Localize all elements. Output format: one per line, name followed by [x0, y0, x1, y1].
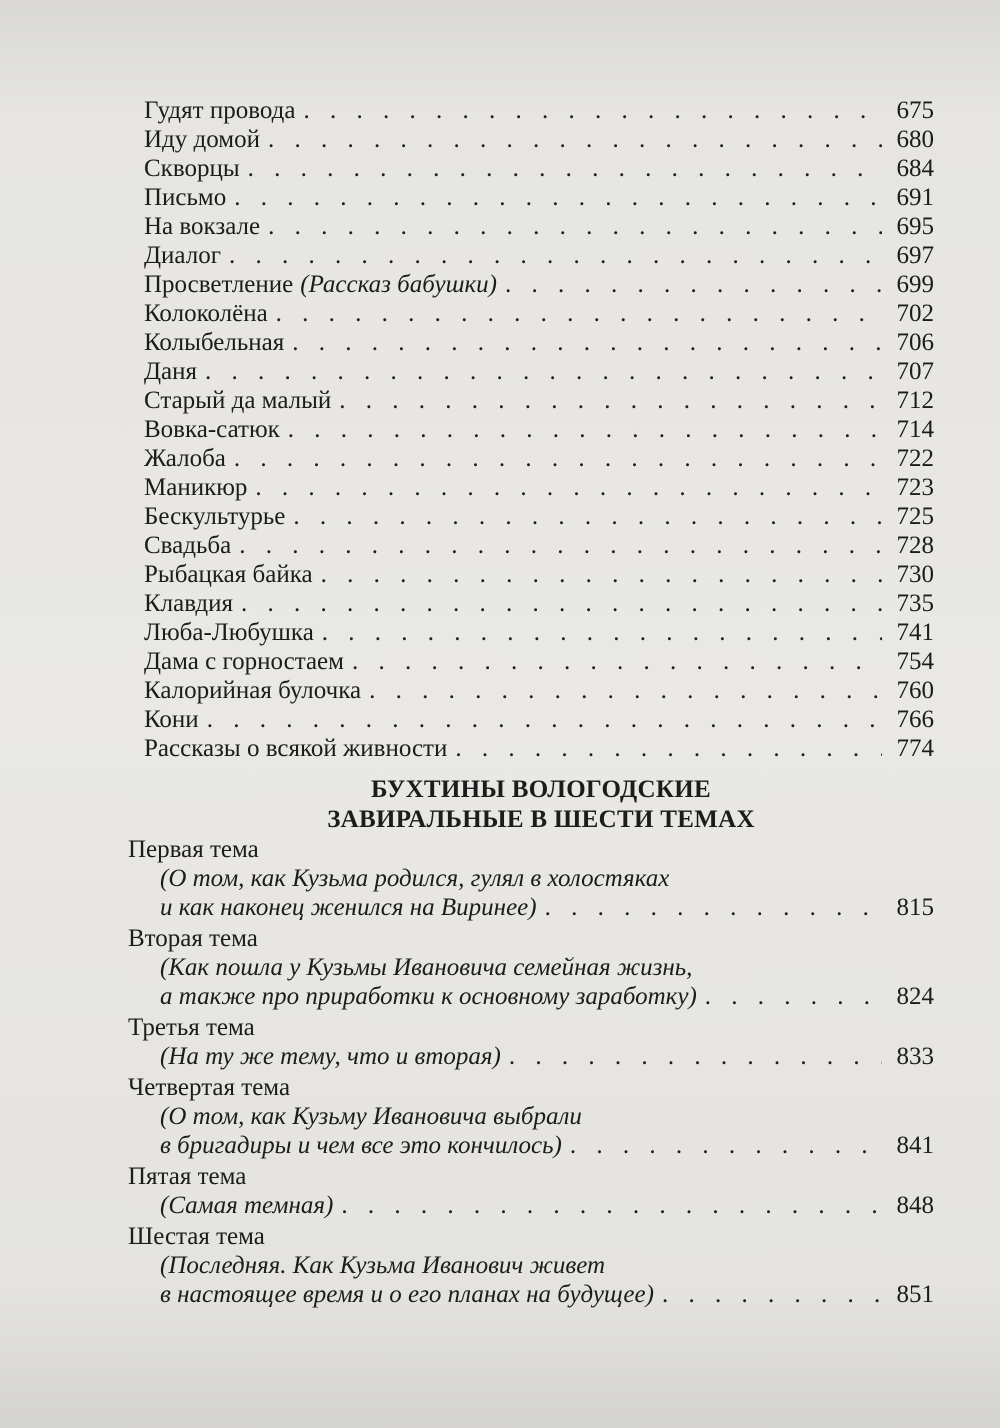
entry-page-number: 680 — [896, 126, 934, 153]
entry-page-number: 699 — [896, 271, 934, 298]
toc-entry — [128, 734, 934, 763]
toc-entry — [128, 183, 934, 212]
dot-leader — [207, 705, 882, 734]
entry-title: Даня — [144, 358, 198, 385]
entry-title: Колыбельная — [144, 329, 285, 356]
theme-entry — [128, 1162, 934, 1220]
entry-page-number: 706 — [896, 329, 934, 356]
theme-entry — [128, 835, 934, 922]
entry-title: Диалог — [144, 242, 221, 269]
entry-title: Калорийная булочка — [144, 677, 362, 704]
entry-title: Рыбацкая байка — [144, 561, 313, 588]
entry-page-number: 760 — [896, 677, 934, 704]
theme-description-text: а также про приработки к основному заработку) — [160, 983, 697, 1010]
theme-title: Третья тема — [128, 1014, 255, 1041]
dot-leader — [276, 299, 882, 328]
table-of-contents — [128, 96, 934, 1311]
entry-page-number: 722 — [896, 445, 934, 472]
dot-leader — [248, 154, 882, 183]
entry-page-number: 725 — [896, 503, 934, 530]
dot-leader — [205, 357, 882, 386]
entry-page-number: 714 — [896, 416, 934, 443]
dot-leader — [705, 982, 882, 1011]
entry-title: Письмо — [144, 184, 227, 211]
theme-title: Первая тема — [128, 836, 259, 863]
entry-page-number: 695 — [896, 213, 934, 240]
dot-leader — [241, 589, 882, 618]
entry-title: Маникюр — [144, 474, 248, 501]
entry-title: Кони — [144, 706, 199, 733]
entry-note: (Рассказ бабушки) — [300, 271, 497, 298]
toc-entry — [128, 241, 934, 270]
toc-entry — [128, 299, 934, 328]
entry-page-number: 684 — [896, 155, 934, 182]
dot-leader — [293, 502, 882, 531]
dot-leader — [229, 241, 882, 270]
theme-description-line: (О том, как Кузьму Ивановича выбрали — [160, 1103, 582, 1130]
dot-leader — [239, 531, 882, 560]
theme-description-text: (Самая темная) — [160, 1192, 334, 1219]
theme-page-number: 851 — [896, 1281, 934, 1308]
theme-title: Четвертая тема — [128, 1074, 291, 1101]
entry-page-number: 774 — [896, 735, 934, 762]
theme-list — [128, 835, 934, 1309]
theme-page-number: 841 — [896, 1132, 934, 1159]
entry-page-number: 675 — [896, 97, 934, 124]
entry-title: На вокзале — [144, 213, 261, 240]
dot-leader — [369, 676, 882, 705]
entry-page-number: 728 — [896, 532, 934, 559]
toc-entry — [128, 473, 934, 502]
section-heading-line-1: БУХТИНЫ ВОЛОГОДСКИЕ — [370, 776, 712, 803]
dot-leader — [255, 473, 882, 502]
theme-description-line: (Как пошла у Кузьмы Ивановича семейная жизнь, — [160, 954, 693, 981]
theme-page-number: 848 — [896, 1192, 934, 1219]
story-list — [128, 96, 934, 763]
theme-page-number: 833 — [896, 1043, 934, 1070]
toc-entry — [128, 531, 934, 560]
toc-entry — [128, 560, 934, 589]
dot-leader — [322, 618, 882, 647]
theme-description-line: (О том, как Кузьма родился, гулял в холостяках — [160, 865, 670, 892]
toc-entry — [128, 444, 934, 473]
theme-description-text: в бригадиры и чем все это кончилось) — [160, 1132, 562, 1159]
theme-description-last-line — [128, 893, 934, 922]
dot-leader — [341, 1191, 882, 1220]
toc-entry — [128, 125, 934, 154]
toc-entry — [128, 647, 934, 676]
entry-page-number: 741 — [896, 619, 934, 646]
dot-leader — [662, 1280, 882, 1309]
theme-entry — [128, 924, 934, 1011]
theme-description-last-line — [128, 1131, 934, 1160]
dot-leader — [321, 560, 882, 589]
dot-leader — [339, 386, 882, 415]
entry-page-number: 707 — [896, 358, 934, 385]
entry-title: Иду домой — [144, 126, 260, 153]
entry-title: Бескультурье — [144, 503, 286, 530]
entry-title: Жалоба — [144, 445, 226, 472]
entry-title: Рассказы о всякой живности — [144, 735, 448, 762]
entry-page-number: 697 — [896, 242, 934, 269]
entry-title: Дама с горностаем — [144, 648, 344, 675]
theme-description-text: (На ту же тему, что и вторая) — [160, 1043, 501, 1070]
theme-description-line: (Последняя. Как Кузьма Иванович живет — [160, 1252, 606, 1279]
toc-entry — [128, 154, 934, 183]
toc-entry — [128, 705, 934, 734]
theme-title: Вторая тема — [128, 925, 258, 952]
toc-entry — [128, 270, 934, 299]
entry-title: Клавдия — [144, 590, 234, 617]
entry-title: Старый да малый — [144, 387, 332, 414]
toc-entry — [128, 96, 934, 125]
theme-entry — [128, 1013, 934, 1071]
theme-page-number: 815 — [896, 894, 934, 921]
entry-title: Гудят провода — [144, 97, 296, 124]
dot-leader — [545, 893, 882, 922]
entry-page-number: 730 — [896, 561, 934, 588]
theme-description-last-line — [128, 982, 934, 1011]
entry-page-number: 754 — [896, 648, 934, 675]
toc-entry — [128, 328, 934, 357]
theme-title: Шестая тема — [128, 1223, 265, 1250]
entry-page-number: 712 — [896, 387, 934, 414]
dot-leader — [288, 415, 882, 444]
entry-page-number: 723 — [896, 474, 934, 501]
entry-page-number: 702 — [896, 300, 934, 327]
theme-description-last-line — [128, 1280, 934, 1309]
entry-title: Просветление — [144, 271, 294, 298]
toc-entry — [128, 618, 934, 647]
entry-title: Люба-Любушка — [144, 619, 314, 646]
dot-leader — [268, 125, 882, 154]
dot-leader — [570, 1131, 882, 1160]
theme-description-last-line — [128, 1191, 934, 1220]
dot-leader — [505, 270, 882, 299]
dot-leader — [455, 734, 882, 763]
dot-leader — [352, 647, 882, 676]
dot-leader — [234, 183, 882, 212]
theme-page-number: 824 — [896, 983, 934, 1010]
toc-entry — [128, 415, 934, 444]
entry-page-number: 735 — [896, 590, 934, 617]
toc-entry — [128, 212, 934, 241]
theme-description-text: и как наконец женился на Виринее) — [160, 894, 537, 921]
dot-leader — [292, 328, 882, 357]
entry-title: Скворцы — [144, 155, 240, 182]
theme-description-text: в настоящее время и о его планах на будущее) — [160, 1281, 654, 1308]
entry-title: Вовка-сатюк — [144, 416, 280, 443]
dot-leader — [268, 212, 882, 241]
toc-entry — [128, 502, 934, 531]
theme-description-last-line — [128, 1042, 934, 1071]
toc-entry — [128, 357, 934, 386]
theme-entry — [128, 1222, 934, 1309]
dot-leader — [234, 444, 882, 473]
dot-leader — [509, 1042, 882, 1071]
entry-title: Свадьба — [144, 532, 232, 559]
entry-title: Колоколёна — [144, 300, 268, 327]
dot-leader — [303, 96, 882, 125]
theme-entry — [128, 1073, 934, 1160]
toc-entry — [128, 386, 934, 415]
entry-page-number: 691 — [896, 184, 934, 211]
toc-entry — [128, 589, 934, 618]
entry-page-number: 766 — [896, 706, 934, 733]
section-heading-line-2: ЗАВИРАЛЬНЫЕ В ШЕСТИ ТЕМАХ — [327, 806, 755, 833]
toc-entry — [128, 676, 934, 705]
theme-title: Пятая тема — [128, 1163, 247, 1190]
